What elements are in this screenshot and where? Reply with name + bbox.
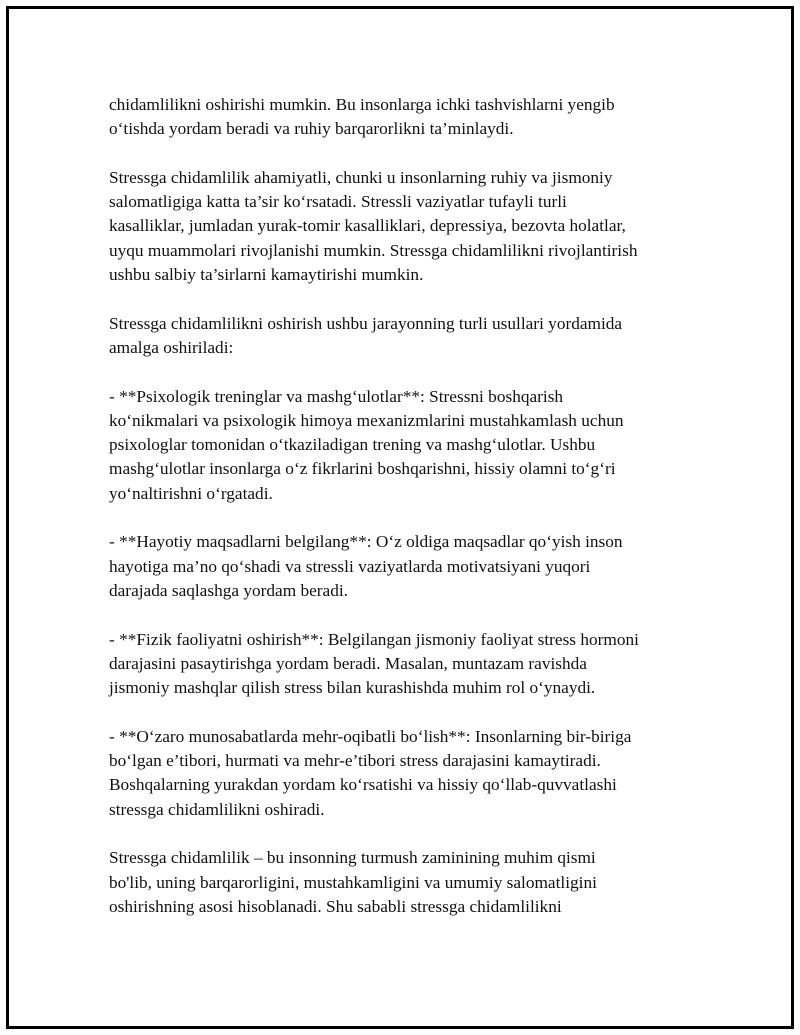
text-line: bo‘lgan e’tibori, hurmati va mehr-e’tibori stress darajasini kamaytiradi. xyxy=(109,751,601,771)
paragraph-importance xyxy=(109,166,699,287)
text-line: darajasini pasaytirishga yordam beradi. Masalan, muntazam ravishda xyxy=(109,653,587,673)
text-line: mashg‘ulotlar insonlarga o‘z fikrlarini boshqarishni, hissiy olamni to‘g‘ri xyxy=(109,459,616,479)
text-line: amalga oshiriladi: xyxy=(109,337,234,357)
text-line: jismoniy mashqlar qilish stress bilan kurashishda muhim rol o‘ynaydi. xyxy=(109,678,596,698)
paragraph-intro-continuation xyxy=(109,93,699,142)
list-item-life-goals xyxy=(109,530,699,603)
text-line: Stressga chidamlilik ahamiyatli, chunki u insonlarning ruhiy va jismoniy xyxy=(109,167,613,187)
text-line: yo‘naltirishni o‘rgatadi. xyxy=(109,483,273,503)
text-line: stressga chidamlilikni oshiradi. xyxy=(109,799,325,819)
list-item-physical-activity xyxy=(109,628,699,701)
text-line: o‘tishda yordam beradi va ruhiy barqarorlikni ta’minlaydi. xyxy=(109,119,514,139)
text-line: kasalliklar, jumladan yurak-tomir kasalliklari, depressiya, bezovta holatlar, xyxy=(109,216,626,236)
text-line: psixologlar tomonidan o‘tkaziladigan trening va mashg‘ulotlar. Ushbu xyxy=(109,435,596,455)
text-line: darajada saqlashga yordam beradi. xyxy=(109,580,348,600)
text-line: Stressga chidamlilik – bu insonning turmush zaminining muhim qismi xyxy=(109,848,596,868)
text-line: - **Fizik faoliyatni oshirish**: Belgilangan jismoniy faoliyat stress hormoni xyxy=(109,629,639,649)
text-line: hayotiga ma’no qo‘shadi va stressli vaziyatlarda motivatsiyani yuqori xyxy=(109,556,591,576)
list-item-relationships xyxy=(109,725,699,822)
text-line: - **Hayotiy maqsadlarni belgilang**: O‘z oldiga maqsadlar qo‘yish inson xyxy=(109,532,623,552)
text-line: bo'lib, uning barqarorligini, mustahkamligini va umumiy salomatligini xyxy=(109,872,597,892)
document-body xyxy=(109,93,699,943)
text-line: - **O‘zaro munosabatlarda mehr-oqibatli bo‘lish**: Insonlarning bir-biriga xyxy=(109,726,632,746)
list-item-psychological-training xyxy=(109,385,699,506)
paragraph-conclusion xyxy=(109,846,699,919)
text-line: - **Psixologik treninglar va mashg‘ulotlar**: Stressni boshqarish xyxy=(109,386,564,406)
text-line: chidamlilikni oshirishi mumkin. Bu insonlarga ichki tashvishlarni yengib xyxy=(109,95,615,114)
text-line: Stressga chidamlilikni oshirish ushbu jarayonning turli usullari yordamida xyxy=(109,313,623,333)
text-line: ko‘nikmalari va psixologik himoya mexanizmlarini mustahkamlash uchun xyxy=(109,410,624,430)
paragraph-methods-intro xyxy=(109,312,699,361)
text-line: uyqu muammolari rivojlanishi mumkin. Stressga chidamlilikni rivojlantirish xyxy=(109,240,638,260)
text-line: Boshqalarning yurakdan yordam ko‘rsatishi va hissiy qo‘llab-quvvatlashi xyxy=(109,775,617,795)
text-line: ushbu salbiy ta’sirlarni kamaytirishi mumkin. xyxy=(109,265,424,285)
text-line: salomatligiga katta ta’sir ko‘rsatadi. Stressli vaziyatlar tufayli turli xyxy=(109,192,567,212)
text-line: oshirishning asosi hisoblanadi. Shu sababli stressga chidamlilikni xyxy=(109,896,562,916)
